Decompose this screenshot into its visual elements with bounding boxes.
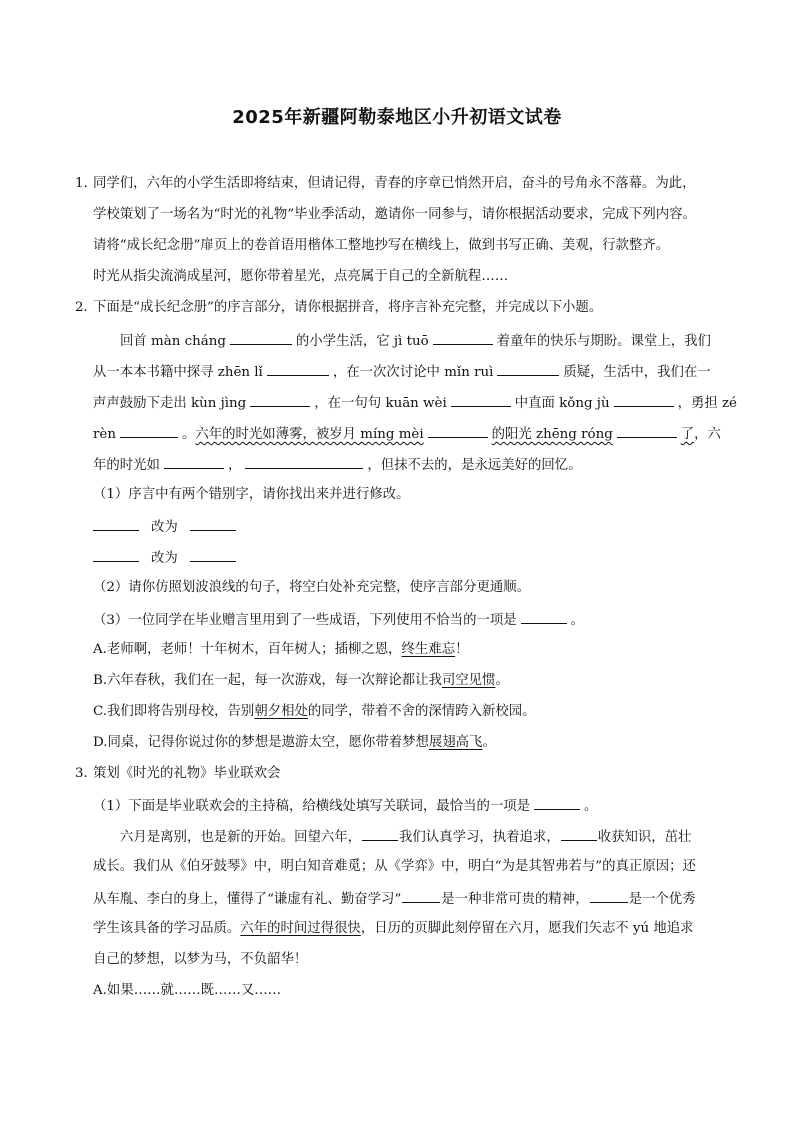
sub-question-1: （1）序言中有两个错别字，请你找出来并进行修改。 xyxy=(93,487,410,502)
host-script-text: 我们认真学习，执着追求， xyxy=(399,830,560,845)
preface-text: 年的时光如 xyxy=(93,458,160,473)
option-c xyxy=(93,702,536,722)
correction-row-1 xyxy=(93,516,240,538)
change-label: 改为 xyxy=(151,520,178,535)
host-script-text: 收获知识，茁壮 xyxy=(597,830,692,845)
exam-title: 2025年新疆阿勒泰地区小升初语文试卷 xyxy=(232,107,562,128)
sub-question-text: （1）下面是毕业联欢会的主持稿，给横线处填写关联词，最恰当的一项是 xyxy=(93,799,531,814)
option-text: 。 xyxy=(482,735,496,750)
question-1-number: 1． xyxy=(75,176,97,191)
answer-blank[interactable] xyxy=(451,392,511,407)
option-text: C.我们即将告别母校，告别 xyxy=(93,704,255,719)
answer-blank[interactable] xyxy=(402,888,440,903)
sub-question-3-end: 。 xyxy=(570,613,585,628)
option-text: ！ xyxy=(455,642,469,657)
answer-blank[interactable] xyxy=(534,795,580,810)
preface-text: 质疑，生活中，我们在一 xyxy=(563,365,711,380)
preface-text: 。 xyxy=(181,427,196,442)
host-script-line-5: 自己的梦想，以梦为马，不负韶华！ xyxy=(93,952,308,967)
preface-text: 的小学生活，它 jì tuō xyxy=(295,334,429,349)
preface-text: 中直面 kǒng jù xyxy=(514,396,610,411)
wrong-char-blank[interactable] xyxy=(93,516,139,531)
answer-blank[interactable] xyxy=(497,361,559,376)
preface-text: 声声鼓励下走出 kùn jìng xyxy=(93,396,247,411)
answer-blank[interactable] xyxy=(267,361,329,376)
answer-blank[interactable] xyxy=(250,392,310,407)
correct-char-blank[interactable] xyxy=(190,547,236,562)
preface-line-4 xyxy=(93,423,721,445)
preface-text: ，在一句句 kuān wèi xyxy=(314,396,447,411)
host-script-line-4 xyxy=(93,919,694,939)
option-text: B.六年春秋，我们在一起，每一次游戏，每一次辩论都让我 xyxy=(93,673,442,688)
q3-option-a: A.如果……就……既……又…… xyxy=(93,983,282,998)
sub-question-3-text: （3）一位同学在毕业赠言里用到了一些成语，下列使用不恰当的一项是 xyxy=(93,613,517,628)
wavy-underlined-sentence xyxy=(195,427,694,442)
question-1-line-1: 同学们，六年的小学生活即将结束，但请记得，青春的序章已悄然开启，奋斗的号角永不落幕。为此， xyxy=(93,176,696,191)
q3-sub-question-1 xyxy=(93,795,597,817)
answer-blank[interactable] xyxy=(230,330,292,345)
preface-text: ，勇担 zé xyxy=(677,396,737,411)
question-2-number: 2． xyxy=(75,300,97,315)
preface-text: 着童年的快乐与期盼。课堂上，我们 xyxy=(496,334,711,349)
preface-text: 回首 màn cháng xyxy=(120,334,226,349)
sub-question-3 xyxy=(93,609,584,631)
answer-blank[interactable] xyxy=(617,423,677,438)
host-script-text: 从车胤、李白的身上，懂得了“谦虚有礼、勤奋学习” xyxy=(93,892,402,907)
preface-line-2 xyxy=(93,361,711,383)
preface-text: 从一本本书籍中探寻 zhēn lǐ xyxy=(93,365,263,380)
host-script-text: 六月是离别，也是新的开始。回望六年， xyxy=(120,830,362,845)
preface-line-5 xyxy=(93,454,582,476)
answer-blank[interactable] xyxy=(164,454,224,469)
question-3-number: 3． xyxy=(75,766,97,781)
answer-blank[interactable] xyxy=(245,454,363,469)
question-1-line-2: 学校策划了一场名为“时光的礼物”毕业季活动，邀请你一同参与，请你根据活动要求，完成下列内容。 xyxy=(93,207,696,222)
host-script-line-1 xyxy=(120,826,691,848)
option-text: 的同学，带着不舍的深情跨入新校园。 xyxy=(307,704,536,719)
answer-blank[interactable] xyxy=(362,826,398,841)
underlined-idiom: 终生难忘 xyxy=(401,642,456,657)
preface-text: rèn xyxy=(93,427,116,442)
underlined-sentence: 六年的时间过得很快 xyxy=(240,921,361,936)
answer-blank[interactable] xyxy=(433,330,493,345)
preface-text: ， xyxy=(227,458,242,473)
underlined-idiom: 司空见惯 xyxy=(441,673,496,688)
option-d xyxy=(93,733,496,753)
preface-text: ，但抹不去的，是永远美好的回忆。 xyxy=(367,458,582,473)
option-text: 。 xyxy=(495,673,509,688)
answer-blank[interactable] xyxy=(561,826,597,841)
wrong-char-blank[interactable] xyxy=(93,547,139,562)
sub-question-end: 。 xyxy=(584,799,598,814)
change-label: 改为 xyxy=(151,551,178,566)
question-2-intro: 下面是“成长纪念册”的序言部分，请你根据拼音，将序言补充完整，并完成以下小题。 xyxy=(93,300,603,315)
correct-char-blank[interactable] xyxy=(190,516,236,531)
host-script-text: 学生该具备的学习品质。 xyxy=(93,921,241,936)
preface-text: 的阳光 zhēng róng xyxy=(491,427,613,442)
underlined-idiom: 朝夕相处 xyxy=(254,704,308,719)
host-script-text: 是一种非常可贵的精神， xyxy=(441,892,589,907)
option-a xyxy=(93,640,468,660)
option-text: A.老师啊，老师！十年树木，百年树人；插柳之恩， xyxy=(93,642,402,657)
preface-text: 六年的时光如薄雾，被岁月 míng mèi xyxy=(195,427,424,442)
answer-blank[interactable] xyxy=(428,423,488,438)
underlined-idiom: 展翅高飞 xyxy=(428,735,483,750)
option-b xyxy=(93,671,509,691)
question-3-intro: 策划《时光的礼物》毕业联欢会 xyxy=(93,766,281,781)
host-script-line-3 xyxy=(93,888,696,910)
question-1-line-3: 请将“成长纪念册”扉页上的卷首语用楷体工整地抄写在横线上，做到书写正确、美观，行款整齐。 xyxy=(93,238,670,253)
question-1-line-4: 时光从指尖流淌成星河，愿你带着星光，点亮属于自己的全新航程…… xyxy=(93,269,509,284)
answer-blank[interactable] xyxy=(590,888,628,903)
sub-question-2: （2）请你仿照划波浪线的句子，将空白处补充完整，使序言部分更通顺。 xyxy=(93,580,531,595)
host-script-line-2: 成长。我们从《伯牙鼓琴》中，明白知音难觅；从《学弈》中，明白“为是其智弗若与”的真正原因；还 xyxy=(93,859,696,874)
preface-text: ，在一次次讨论中 mǐn ruì xyxy=(332,365,494,380)
host-script-text: 是一个优秀 xyxy=(628,892,696,907)
option-text: D.同桌，记得你说过你的梦想是遨游太空，愿你带着梦想 xyxy=(93,735,429,750)
preface-line-1 xyxy=(120,330,711,352)
answer-blank[interactable] xyxy=(120,423,178,438)
preface-text: 了 xyxy=(680,427,695,442)
answer-blank[interactable] xyxy=(614,392,674,407)
preface-text: ，六 xyxy=(694,427,721,442)
correction-row-2 xyxy=(93,547,240,569)
answer-blank[interactable] xyxy=(521,609,567,624)
preface-line-3 xyxy=(93,392,737,414)
host-script-text: ，日历的页脚此刻停留在六月，愿我们矢志不 yú 地追求 xyxy=(360,921,694,936)
